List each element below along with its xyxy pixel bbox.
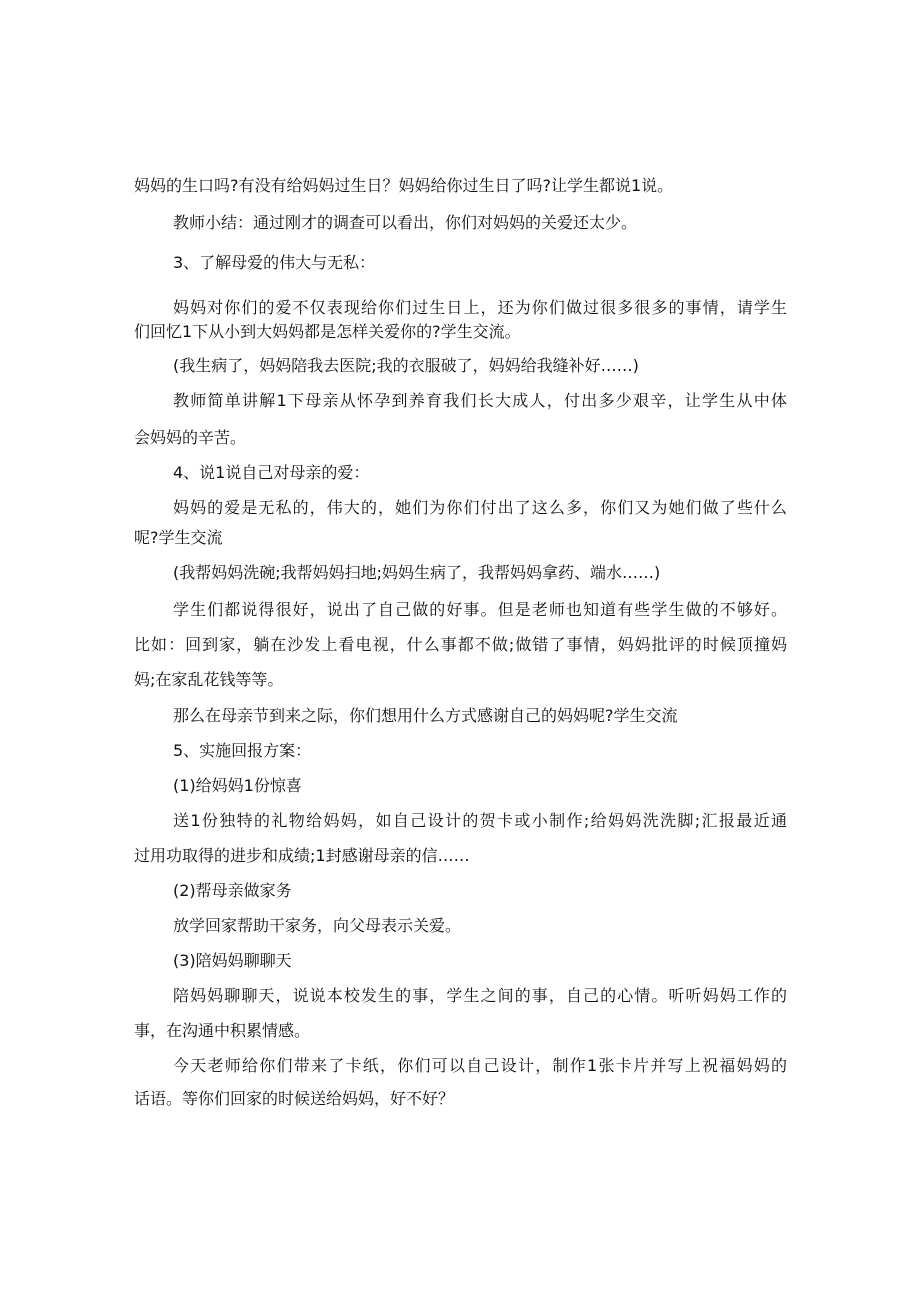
text-line: 妈;在家乱花钱等等。 bbox=[134, 670, 284, 689]
text-line: 教师简单讲解1下母亲从怀孕到养育我们长大成人，付出多少艰辛，让学生从中体 bbox=[173, 391, 787, 410]
text-line: 今天老师给你们带来了卡纸，你们可以自己设计，制作1张卡片并写上祝福妈妈的 bbox=[173, 1056, 787, 1075]
text-line: 事，在沟通中积累情感。 bbox=[134, 1021, 311, 1040]
text-line: 陪妈妈聊聊天，说说本校发生的事，学生之间的事，自己的心情。听听妈妈工作的 bbox=[173, 986, 787, 1005]
text-line: 送1份独特的礼物给妈妈，如自己设计的贺卡或小制作;给妈妈洗洗脚;汇报最近通 bbox=[173, 811, 787, 830]
text-line: 妈妈的爱是无私的，伟大的，她们为你们付出了这么多，你们又为她们做了些什么 bbox=[173, 498, 787, 517]
section-heading: 5、实施回报方案： bbox=[173, 741, 312, 760]
text-line: (我帮妈妈洗碗;我帮妈妈扫地;妈妈生病了，我帮妈妈拿药、端水……) bbox=[173, 563, 661, 582]
text-line: 过用功取得的进步和成绩;1封感谢母亲的信…… bbox=[134, 846, 470, 865]
text-line: 妈妈的生口吗?有没有给妈妈过生日？妈妈给你过生日了吗?让学生都说1说。 bbox=[134, 176, 674, 195]
text-line: 会妈妈的辛苦。 bbox=[134, 428, 247, 447]
text-line: (我生病了，妈妈陪我去医院;我的衣服破了，妈妈给我缝补好……) bbox=[173, 356, 639, 375]
text-line: 话语。等你们回家的时候送给妈妈，好不好？ bbox=[134, 1089, 455, 1108]
text-line: 学生们都说得很好，说出了自己做的好事。但是老师也知道有些学生做的不够好。 bbox=[173, 600, 787, 619]
subheading: (2)帮母亲做家务 bbox=[173, 881, 292, 900]
section-heading: 4、说1说自己对母亲的爱： bbox=[173, 463, 370, 482]
text-line: 比如：回到家，躺在沙发上看电视，什么事都不做;做错了事情，妈妈批评的时候顶撞妈 bbox=[134, 635, 787, 654]
section-heading: 3、了解母爱的伟大与无私： bbox=[173, 253, 376, 272]
text-line: 呢?学生交流 bbox=[134, 528, 223, 547]
text-line: 那么在母亲节到来之际，你们想用什么方式感谢自己的妈妈呢?学生交流 bbox=[173, 706, 678, 725]
text-line: 们回忆1下从小到大妈妈都是怎样关爱你的?学生交流。 bbox=[134, 322, 521, 341]
text-line: 放学回家帮助干家务，向父母表示关爱。 bbox=[173, 916, 462, 935]
text-line: 妈妈对你们的爱不仅表现给你们过生日上，还为你们做过很多很多的事情，请学生 bbox=[173, 298, 787, 317]
text-line: 教师小结：通过刚才的调查可以看出，你们对妈妈的关爱还太少。 bbox=[173, 213, 638, 232]
subheading: (1)给妈妈1份惊喜 bbox=[173, 776, 302, 795]
subheading: (3)陪妈妈聊聊天 bbox=[173, 951, 292, 970]
